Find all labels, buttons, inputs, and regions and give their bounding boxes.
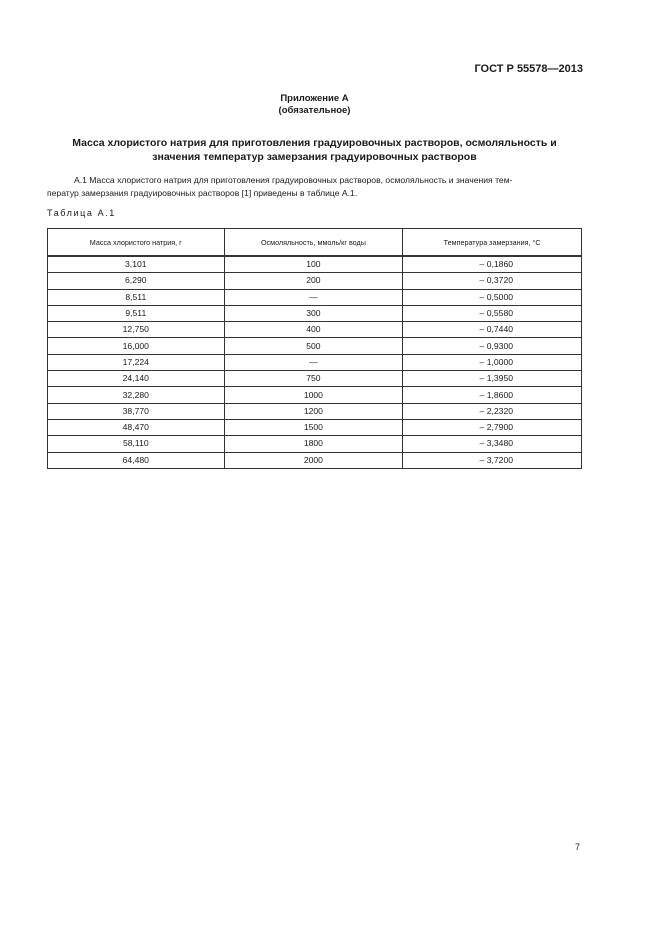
cell-mass: 32,280 <box>48 387 225 403</box>
section-heading <box>47 136 582 164</box>
column-header-osmolality: Осмоляльность, ммоль/кг воды <box>224 229 403 257</box>
column-header-freezing-temperature: Температура замерзания, °С <box>403 229 582 257</box>
cell-osmolality: 1200 <box>224 403 403 419</box>
cell-osmolality: 100 <box>224 256 403 273</box>
cell-mass: 8,511 <box>48 289 225 305</box>
cell-mass: 24,140 <box>48 371 225 387</box>
cell-osmolality: 1000 <box>224 387 403 403</box>
cell-mass: 16,000 <box>48 338 225 354</box>
table-row <box>48 371 582 387</box>
cell-osmolality: 500 <box>224 338 403 354</box>
cell-freezing-temperature: – 0,5580 <box>403 305 582 321</box>
cell-osmolality: 200 <box>224 273 403 289</box>
cell-freezing-temperature: – 1,8600 <box>403 387 582 403</box>
cell-osmolality: — <box>224 354 403 370</box>
column-header-mass: Масса хлористого натрия, г <box>48 229 225 257</box>
cell-mass: 9,511 <box>48 305 225 321</box>
table-row <box>48 322 582 338</box>
cell-mass: 6,290 <box>48 273 225 289</box>
cell-freezing-temperature: – 3,3480 <box>403 436 582 452</box>
cell-osmolality: 400 <box>224 322 403 338</box>
cell-osmolality: 2000 <box>224 452 403 468</box>
cell-freezing-temperature: – 2,7900 <box>403 419 582 435</box>
heading-line-2: значения температур замерзания градуировочных растворов <box>152 151 477 163</box>
table-caption: Таблица А.1 <box>47 208 116 218</box>
cell-freezing-temperature: – 0,3720 <box>403 273 582 289</box>
cell-freezing-temperature: – 3,7200 <box>403 452 582 468</box>
page-number: 7 <box>575 842 581 852</box>
table-row <box>48 256 582 273</box>
cell-mass: 38,770 <box>48 403 225 419</box>
cell-mass: 3,101 <box>48 256 225 273</box>
cell-mass: 58,110 <box>48 436 225 452</box>
data-table <box>47 228 582 469</box>
body-paragraph <box>47 174 582 200</box>
table-row <box>48 387 582 403</box>
paragraph-line-1-text: А.1 Масса хлористого натрия для приготовления градуировочных растворов, осмоляльность и значения тем- <box>74 175 513 185</box>
cell-mass: 17,224 <box>48 354 225 370</box>
annex-status: (обязательное) <box>278 105 351 116</box>
cell-freezing-temperature: – 0,7440 <box>403 322 582 338</box>
cell-mass: 48,470 <box>48 419 225 435</box>
cell-osmolality: 750 <box>224 371 403 387</box>
table-row <box>48 436 582 452</box>
table-header-row <box>48 229 582 257</box>
cell-osmolality: 1800 <box>224 436 403 452</box>
cell-freezing-temperature: – 0,1860 <box>403 256 582 273</box>
cell-freezing-temperature: – 1,3950 <box>403 371 582 387</box>
paragraph-line-2: ператур замерзания градуировочных растворов [1] приведены в таблице А.1. <box>47 188 358 198</box>
annex-block <box>0 93 629 117</box>
paragraph-line-1 <box>47 174 582 187</box>
cell-freezing-temperature: – 0,5000 <box>403 289 582 305</box>
cell-freezing-temperature: – 0,9300 <box>403 338 582 354</box>
table-row <box>48 305 582 321</box>
table-body <box>48 256 582 468</box>
table-row <box>48 338 582 354</box>
table-row <box>48 289 582 305</box>
cell-osmolality: 1500 <box>224 419 403 435</box>
document-code: ГОСТ Р 55578—2013 <box>474 63 583 75</box>
table-row <box>48 273 582 289</box>
cell-freezing-temperature: – 2,2320 <box>403 403 582 419</box>
table-row <box>48 452 582 468</box>
table-row <box>48 354 582 370</box>
heading-line-1: Масса хлористого натрия для приготовления градуировочных растворов, осмоляльность и <box>72 137 557 149</box>
cell-mass: 12,750 <box>48 322 225 338</box>
cell-osmolality: — <box>224 289 403 305</box>
annex-title: Приложение А <box>280 93 349 104</box>
cell-osmolality: 300 <box>224 305 403 321</box>
table-row <box>48 419 582 435</box>
table-row <box>48 403 582 419</box>
cell-mass: 64,480 <box>48 452 225 468</box>
cell-freezing-temperature: – 1,0000 <box>403 354 582 370</box>
